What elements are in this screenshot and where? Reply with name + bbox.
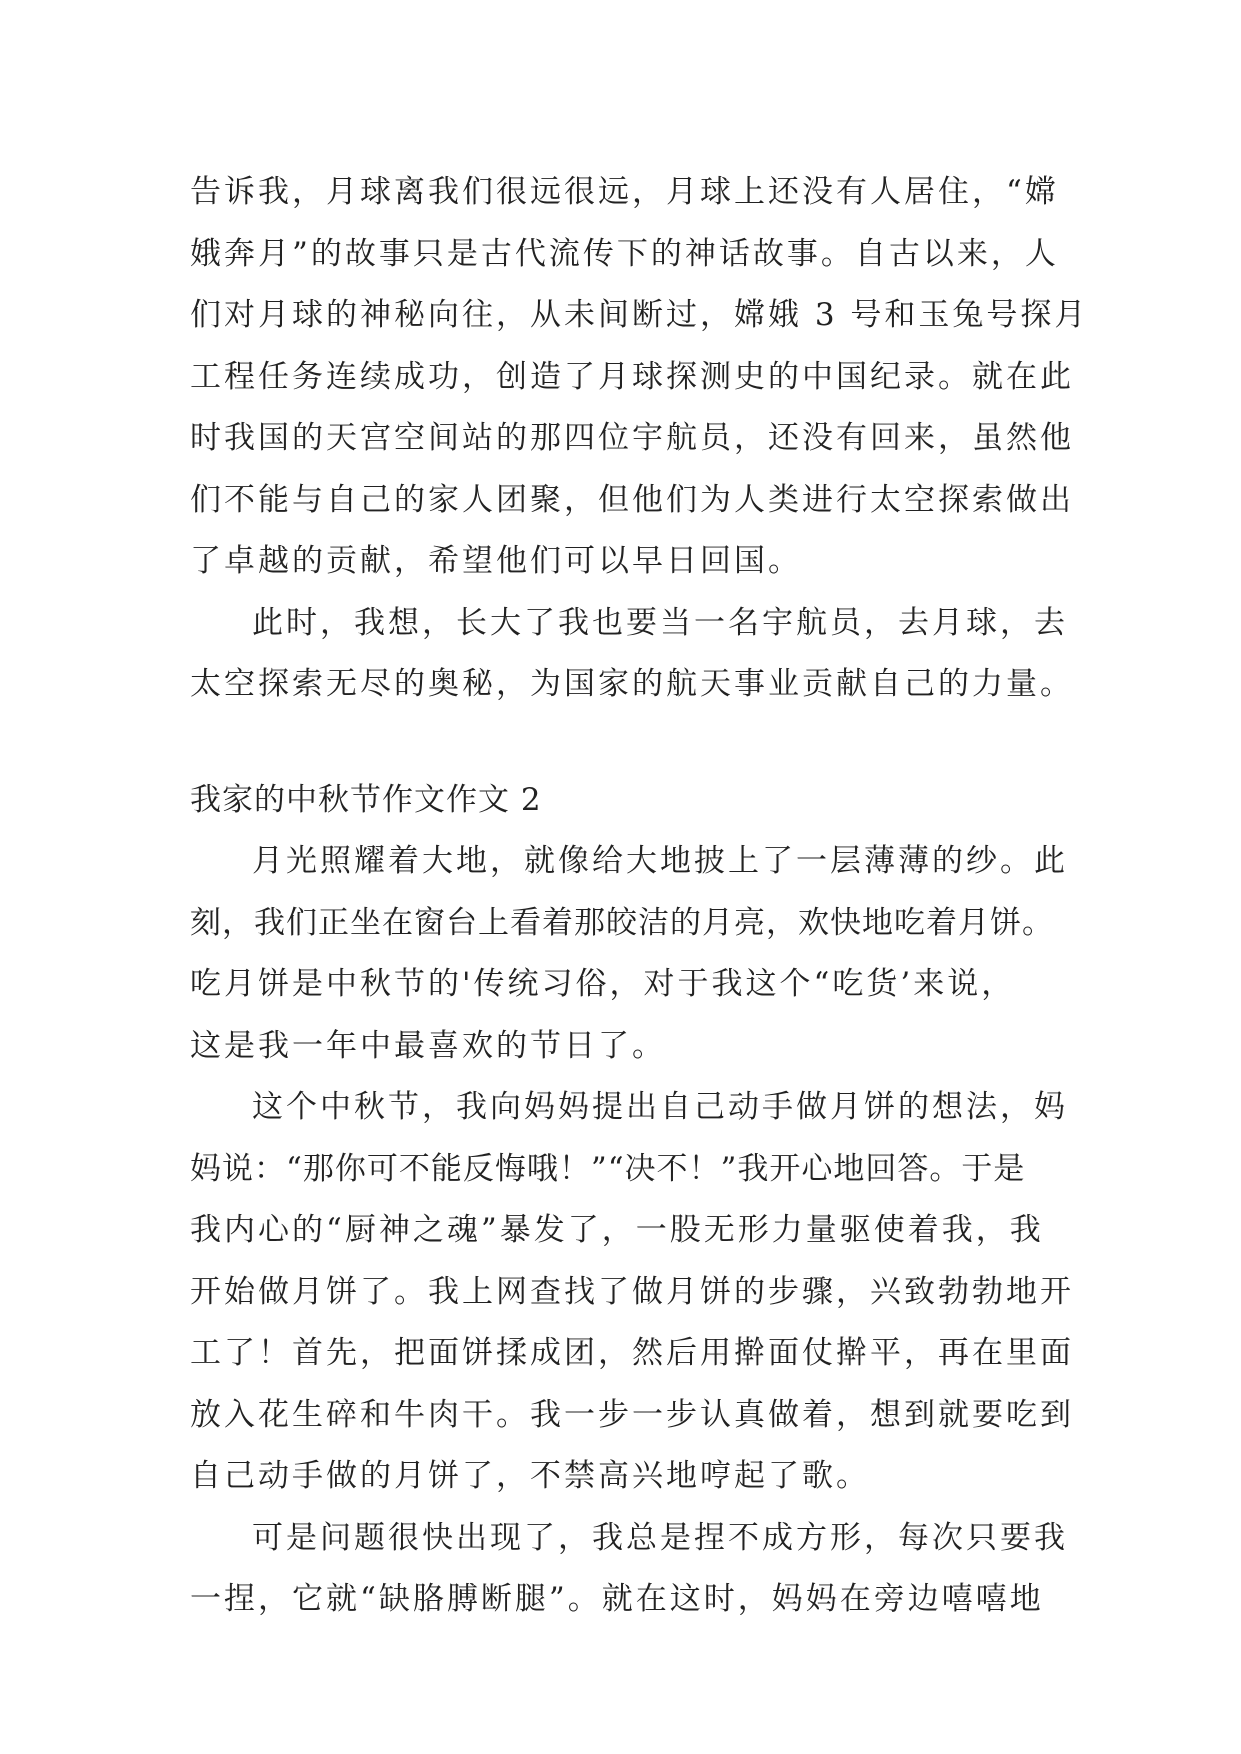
text-line: 可是问题很快出现了，我总是捏不成方形，每次只要我 [252,1519,1068,1556]
text-line: 月光照耀着大地，就像给大地披上了一层薄薄的纱。此 [252,843,1068,879]
text-line: 开始做月饼了。我上网查找了做月饼的步骤，兴致勃勃地开 [190,1273,1074,1310]
text-line: 时我国的天宫空间站的那四位宇航员，还没有回来，虽然他 [190,420,1074,456]
paragraph-1 [190,162,1089,593]
text-line: 此时，我想，长大了我也要当一名宇航员，去月球，去 [252,604,1068,641]
text-line: 刻，我们正坐在窗台上看着那皎洁的月亮，欢快地吃着月饼。 [190,904,1054,941]
text-line: 工了！首先，把面饼揉成团，然后用擀面仗擀平，再在里面 [190,1335,1074,1371]
text-line: 这个中秋节，我向妈妈提出自己动手做月饼的想法，妈 [252,1089,1068,1125]
section-title: 我家的中秋节作文作文 2 [190,781,542,818]
text-line: 工程任务连续成功，创造了月球探测史的中国纪录。就在此 [190,358,1074,395]
text-line: 太空探索无尽的奥秘，为国家的航天事业贡献自己的力量。 [190,666,1074,702]
text-line: 吃月饼是中秋节的'传统习俗，对于我这个“吃货’来说， [190,966,1016,1002]
text-line: 们对月球的神秘向往，从未间断过，嫦娥 3 号和玉兔号探月 [190,297,1089,333]
document-body [190,162,1089,1631]
paragraph-2 [190,593,1074,716]
text-line: 告诉我，月球离我们很远很远，月球上还没有人居住，“嫦 [190,174,1059,210]
text-line: 放入花生碎和牛肉干。我一步一步认真做着，想到就要吃到 [190,1396,1074,1433]
text-line: 妈说：“那你可不能反悔哦！”“决不！”我开心地回答。于是 [190,1150,1026,1187]
paragraph-3 [190,831,1068,1077]
text-line: 自己动手做的月饼了，不禁高兴地哼起了歌。 [190,1458,870,1494]
text-line: 娥奔月”的故事只是古代流传下的神话故事。自古以来，人 [190,235,1059,272]
section-gap [190,716,1060,770]
paragraph-5 [190,1508,1068,1631]
text-line: 了卓越的贡献，希望他们可以早日回国。 [190,543,802,579]
paragraph-4 [190,1077,1074,1508]
text-line: 一捏，它就“缺胳膊断腿”。就在这时，妈妈在旁边嘻嘻地 [190,1581,1044,1617]
text-line: 们不能与自己的家人团聚，但他们为人类进行太空探索做出 [190,481,1074,518]
text-line: 这是我一年中最喜欢的节日了。 [190,1027,666,1064]
text-line: 我内心的“厨神之魂”暴发了，一股无形力量驱使着我，我 [190,1212,1044,1248]
